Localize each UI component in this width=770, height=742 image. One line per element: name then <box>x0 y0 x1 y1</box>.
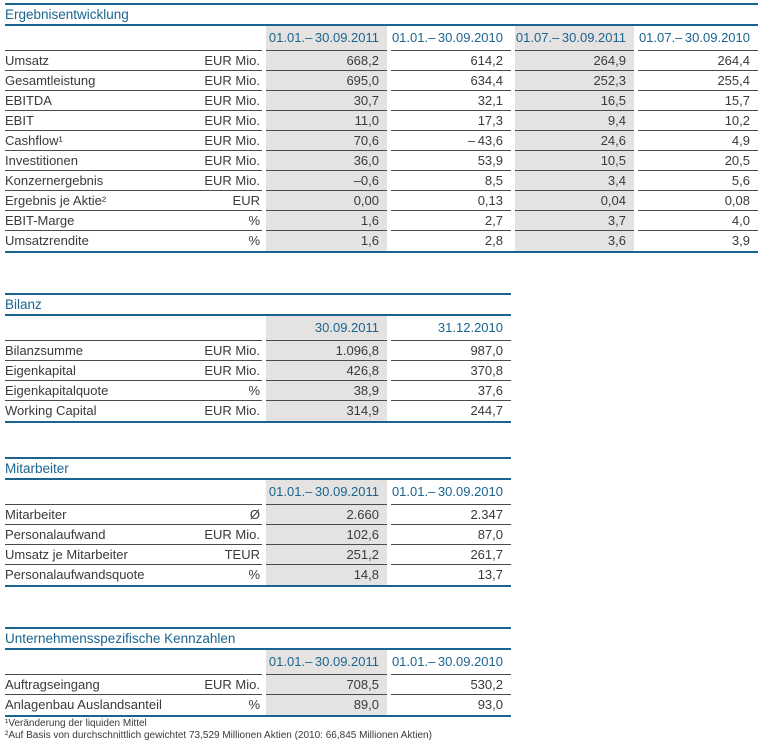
cell-value: 13,7 <box>477 567 503 582</box>
cell-value: 0,08 <box>638 191 758 211</box>
row-unit: EUR Mio. <box>192 131 262 151</box>
section-title: Mitarbeiter <box>5 457 511 480</box>
cell-value: 264,4 <box>638 51 758 71</box>
row-unit: EUR Mio. <box>192 71 262 91</box>
row-label: Eigenkapital <box>5 361 192 381</box>
column-header: 01.01.– 30.09.2011 <box>266 480 387 505</box>
table-row <box>5 381 511 401</box>
cell-value: 1,6 <box>266 211 387 231</box>
cell-value: 32,1 <box>391 91 511 111</box>
table-row <box>5 525 511 545</box>
cell-value: 2.660 <box>266 505 387 525</box>
section-title: Unternehmensspezifische Kennzahlen <box>5 627 511 650</box>
row-label: Mitarbeiter <box>5 505 192 525</box>
row-unit: EUR <box>192 191 262 211</box>
cell-value: 20,5 <box>638 151 758 171</box>
section-kennzahlen <box>5 627 511 717</box>
column-header: 31.12.2010 <box>391 316 511 341</box>
row-label: Personalaufwand <box>5 525 192 545</box>
cell-value: 370,8 <box>391 361 511 381</box>
table-row <box>5 361 511 381</box>
cell-value: 244,7 <box>470 403 503 418</box>
column-header: 01.01.– 30.09.2011 <box>266 650 387 675</box>
table-row <box>5 51 758 71</box>
table-row <box>5 171 758 191</box>
header-spacer <box>5 316 192 341</box>
header-spacer <box>5 480 192 505</box>
row-unit: EUR Mio. <box>192 341 262 361</box>
table-row <box>5 401 511 421</box>
cell-value: 70,6 <box>266 131 387 151</box>
row-label: Cashflow¹ <box>5 131 192 151</box>
cell-value: 4,0 <box>638 211 758 231</box>
column-header: 01.07.– 30.09.2011 <box>515 26 634 51</box>
cell-value: 261,7 <box>391 545 511 565</box>
row-unit: EUR Mio. <box>192 361 262 381</box>
table-row <box>5 131 758 151</box>
header-row <box>5 650 511 675</box>
cell-value: 30,7 <box>266 91 387 111</box>
cell-value: 87,0 <box>391 525 511 545</box>
row-unit: EUR Mio. <box>192 525 262 545</box>
cell-value: 426,8 <box>266 361 387 381</box>
table-row <box>5 71 758 91</box>
row-label: EBITDA <box>5 91 192 111</box>
cell-value: 102,6 <box>266 525 387 545</box>
section-ergebnisentwicklung <box>5 3 758 253</box>
cell-value: 14,8 <box>266 565 387 585</box>
header-spacer <box>192 480 262 505</box>
row-label: Auftragseingang <box>5 675 192 695</box>
footnote-1: ¹Veränderung der liquiden Mittel <box>5 718 147 729</box>
header-row <box>5 26 758 51</box>
row-unit: % <box>192 381 262 401</box>
column-header: 30.09.2011 <box>266 316 387 341</box>
cell-value: 89,0 <box>266 695 387 715</box>
cell-value: 38,9 <box>266 381 387 401</box>
cell-value: 314,9 <box>266 401 387 421</box>
column-header: 01.01.– 30.09.2010 <box>391 650 511 675</box>
row-label: Umsatz <box>5 51 192 71</box>
table-row <box>5 91 758 111</box>
cell-value: 3,9 <box>731 233 750 248</box>
cell-value: 8,5 <box>391 171 511 191</box>
row-label: Investitionen <box>5 151 192 171</box>
table-row <box>5 191 758 211</box>
row-label: Bilanzsumme <box>5 341 192 361</box>
table-row <box>5 695 511 715</box>
cell-value: 11,0 <box>266 111 387 131</box>
cell-value: 708,5 <box>266 675 387 695</box>
section-title: Ergebnisentwicklung <box>5 3 758 26</box>
table-row <box>5 211 758 231</box>
cell-value: 3,4 <box>515 171 634 191</box>
cell-value: 1.096,8 <box>266 341 387 361</box>
row-label: Konzernergebnis <box>5 171 192 191</box>
column-header: 01.01.– 30.09.2010 <box>391 26 511 51</box>
cell-value: 2,7 <box>391 211 511 231</box>
cell-value: 10,5 <box>515 151 634 171</box>
row-unit: EUR Mio. <box>192 171 262 191</box>
cell-value: –0,6 <box>266 171 387 191</box>
table-row <box>5 111 758 131</box>
row-label: EBIT <box>5 111 192 131</box>
column-header: 01.07.– 30.09.2010 <box>638 26 758 51</box>
cell-value: 2,8 <box>484 233 503 248</box>
table-row <box>5 151 758 171</box>
cell-value: 252,3 <box>515 71 634 91</box>
row-unit: % <box>248 697 260 712</box>
row-unit: % <box>192 211 262 231</box>
section-bilanz <box>5 293 511 423</box>
table-row <box>5 341 511 361</box>
row-label: Personalaufwandsquote <box>5 567 145 582</box>
row-label: Working Capital <box>5 403 97 418</box>
cell-value: 16,5 <box>515 91 634 111</box>
table-row <box>5 505 511 525</box>
cell-value: 5,6 <box>638 171 758 191</box>
header-row <box>5 316 511 341</box>
header-spacer <box>192 26 262 51</box>
column-header: 01.01.– 30.09.2011 <box>266 26 387 51</box>
row-unit: EUR Mio. <box>192 51 262 71</box>
row-label: Eigenkapitalquote <box>5 381 192 401</box>
table-row <box>5 231 758 251</box>
table-row <box>5 565 511 585</box>
cell-value: 2.347 <box>391 505 511 525</box>
cell-value: 3,6 <box>515 231 634 251</box>
cell-value: 634,4 <box>391 71 511 91</box>
column-header: 01.01.– 30.09.2010 <box>391 480 511 505</box>
row-label: Gesamtleistung <box>5 71 192 91</box>
row-unit: % <box>248 567 260 582</box>
row-unit: EUR Mio. <box>192 91 262 111</box>
header-spacer <box>192 316 262 341</box>
cell-value: 17,3 <box>391 111 511 131</box>
header-row <box>5 480 511 505</box>
cell-value: 668,2 <box>266 51 387 71</box>
cell-value: 695,0 <box>266 71 387 91</box>
cell-value: 4,9 <box>638 131 758 151</box>
header-spacer <box>5 650 192 675</box>
cell-value: 9,4 <box>515 111 634 131</box>
cell-value: 264,9 <box>515 51 634 71</box>
row-label: Umsatzrendite <box>5 233 89 248</box>
cell-value: 10,2 <box>638 111 758 131</box>
header-spacer <box>192 650 262 675</box>
cell-value: 36,0 <box>266 151 387 171</box>
row-unit: TEUR <box>192 545 262 565</box>
section-title: Bilanz <box>5 293 511 316</box>
row-unit: Ø <box>192 505 262 525</box>
row-label: Umsatz je Mitarbeiter <box>5 545 192 565</box>
cell-value: 251,2 <box>266 545 387 565</box>
cell-value: 93,0 <box>477 697 503 712</box>
row-unit: EUR Mio. <box>204 403 260 418</box>
section-mitarbeiter <box>5 457 511 587</box>
cell-value: – 43,6 <box>391 131 511 151</box>
cell-value: 1,6 <box>266 231 387 251</box>
row-label: EBIT-Marge <box>5 211 192 231</box>
cell-value: 37,6 <box>391 381 511 401</box>
cell-value: 53,9 <box>391 151 511 171</box>
row-unit: % <box>248 233 260 248</box>
row-unit: EUR Mio. <box>192 111 262 131</box>
cell-value: 3,7 <box>515 211 634 231</box>
cell-value: 987,0 <box>391 341 511 361</box>
cell-value: 15,7 <box>638 91 758 111</box>
row-label: Ergebnis je Aktie² <box>5 191 192 211</box>
header-spacer <box>5 26 192 51</box>
cell-value: 0,13 <box>391 191 511 211</box>
cell-value: 0,04 <box>515 191 634 211</box>
row-unit: EUR Mio. <box>192 151 262 171</box>
cell-value: 24,6 <box>515 131 634 151</box>
table-row <box>5 545 511 565</box>
table-row <box>5 675 511 695</box>
row-label: Anlagenbau Auslandsanteil <box>5 697 162 712</box>
row-unit: EUR Mio. <box>192 675 262 695</box>
cell-value: 0,00 <box>266 191 387 211</box>
cell-value: 614,2 <box>391 51 511 71</box>
cell-value: 255,4 <box>638 71 758 91</box>
cell-value: 530,2 <box>391 675 511 695</box>
footnote-2: ²Auf Basis von durchschnittlich gewichtet 73,529 Millionen Aktien (2010: 66,845 Millionen Aktien) <box>5 730 432 741</box>
